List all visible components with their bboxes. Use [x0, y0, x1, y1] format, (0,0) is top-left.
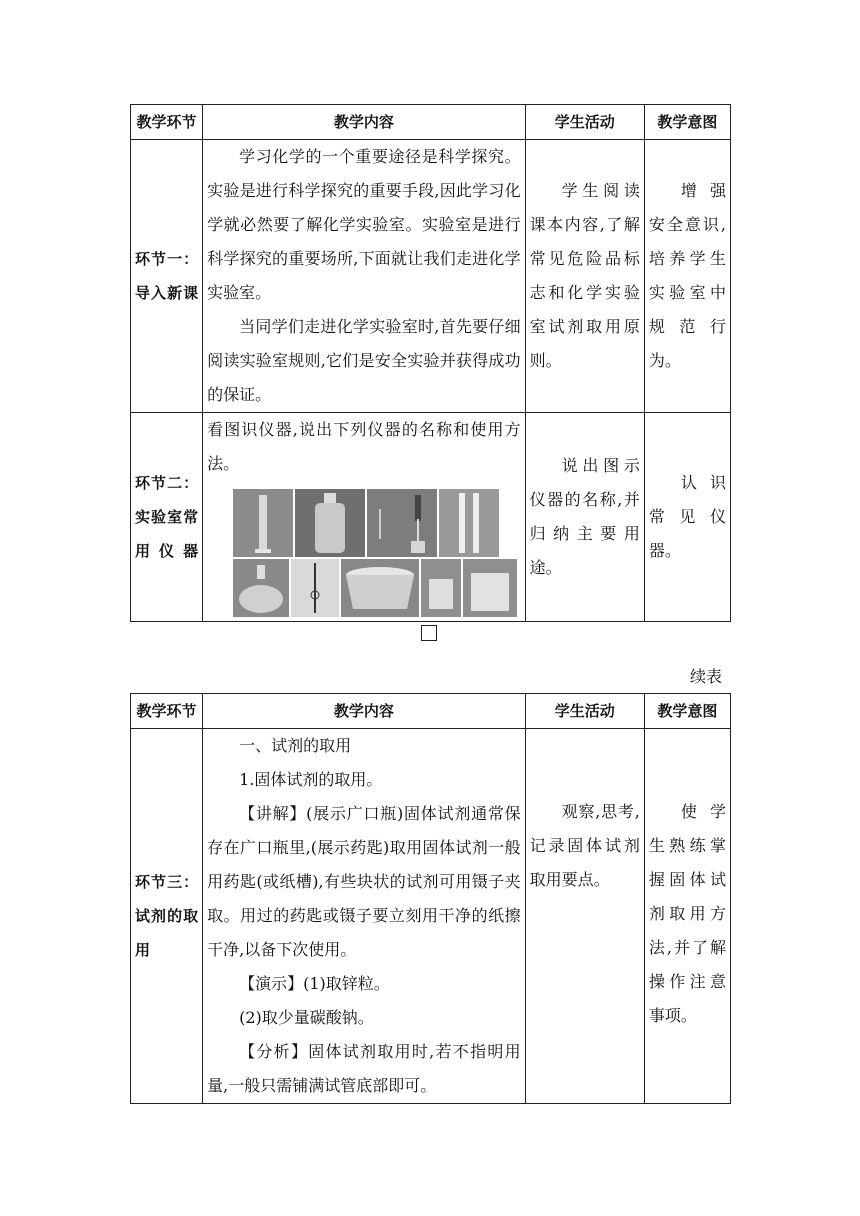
header-intent: 教学意图 — [644, 694, 730, 729]
header-content: 教学内容 — [203, 694, 526, 729]
intent-text: 认识常见仪器。 — [648, 473, 726, 560]
header-row — [131, 694, 731, 729]
dropper-photo — [367, 489, 437, 557]
activity-cell — [525, 729, 644, 1104]
test-tube-holder-photo — [291, 559, 339, 617]
instrument-photos-row2 — [233, 559, 521, 617]
graduated-cylinder-photo — [233, 489, 293, 557]
header-activity: 学生活动 — [525, 105, 644, 140]
intent-cell — [644, 140, 730, 413]
small-beaker-photo — [421, 559, 461, 617]
header-stage: 教学环节 — [131, 694, 203, 729]
content-paragraph: 学习化学的一个重要途径是科学探究。实验是进行科学探究的重要手段,因此学习化学就必然要了解化学实验室。实验室是进行科学探究的重要场所,下面就让我们走进化学实验室。 — [207, 147, 521, 302]
content-paragraph: 【讲解】(展示广口瓶)固体试剂通常保存在广口瓶里,(展示药匙)取用固体试剂一般用药匙(或纸槽),有些块状的试剂可用镊子夹取。用过的药匙或镊子要立刻用干净的纸擦干净,以备下次使用。 — [207, 804, 521, 959]
intent-text: 增强安全意识,培养学生实验室中规范行为。 — [648, 181, 726, 370]
content-cell — [203, 140, 526, 413]
content-paragraph: 一、试剂的取用 — [239, 736, 352, 755]
instrument-photos-row1 — [233, 489, 521, 557]
content-paragraph: (2)取少量碳酸钠。 — [239, 1008, 374, 1027]
lesson-table-2 — [130, 693, 731, 1104]
activity-text: 学生阅读课本内容,了解常见危险品标志和化学实验室试剂取用原则。 — [529, 181, 640, 370]
header-row — [131, 105, 731, 140]
reagent-bottle-photo — [295, 489, 365, 557]
activity-cell — [525, 140, 644, 413]
intent-text: 使学生熟练掌握固体试剂取用方法,并了解操作注意事项。 — [648, 802, 726, 1025]
table-row — [131, 729, 731, 1104]
intent-cell — [644, 413, 730, 622]
content-paragraph: 看图识仪器,说出下列仪器的名称和使用方法。 — [207, 420, 521, 473]
table-row — [131, 140, 731, 413]
basin-photo — [341, 559, 419, 617]
activity-text: 观察,思考,记录固体试剂取用要点。 — [529, 802, 640, 889]
stage-cell: 环节三：试剂的取用 — [131, 729, 203, 1104]
activity-text: 说出图示仪器的名称,并归纳主要用途。 — [529, 456, 640, 577]
header-intent: 教学意图 — [644, 105, 730, 140]
content-cell — [203, 413, 526, 622]
activity-cell — [525, 413, 644, 622]
header-stage: 教学环节 — [131, 105, 203, 140]
content-paragraph: 【演示】(1)取锌粒。 — [239, 974, 390, 993]
table-row — [131, 413, 731, 622]
lesson-table-1 — [130, 104, 731, 622]
intent-cell — [644, 729, 730, 1104]
continued-label: 续表 — [690, 667, 723, 686]
content-paragraph: 1.固体试剂的取用。 — [239, 770, 383, 789]
alcohol-lamp-photo — [233, 559, 289, 617]
header-content: 教学内容 — [203, 105, 526, 140]
stage-cell: 环节一：导入新课 — [131, 140, 203, 413]
content-cell — [203, 729, 526, 1104]
test-tubes-photo — [439, 489, 499, 557]
large-beaker-photo — [463, 559, 517, 617]
square-marker — [421, 625, 437, 641]
content-paragraph: 当同学们走进化学实验室时,首先要仔细阅读实验室规则,它们是安全实验并获得成功的保证。 — [207, 317, 521, 404]
header-activity: 学生活动 — [525, 694, 644, 729]
stage-cell: 环节二：实验室常用仪器 — [131, 413, 203, 622]
content-paragraph: 【分析】固体试剂取用时,若不指明用量,一般只需铺满试管底部即可。 — [207, 1042, 521, 1095]
